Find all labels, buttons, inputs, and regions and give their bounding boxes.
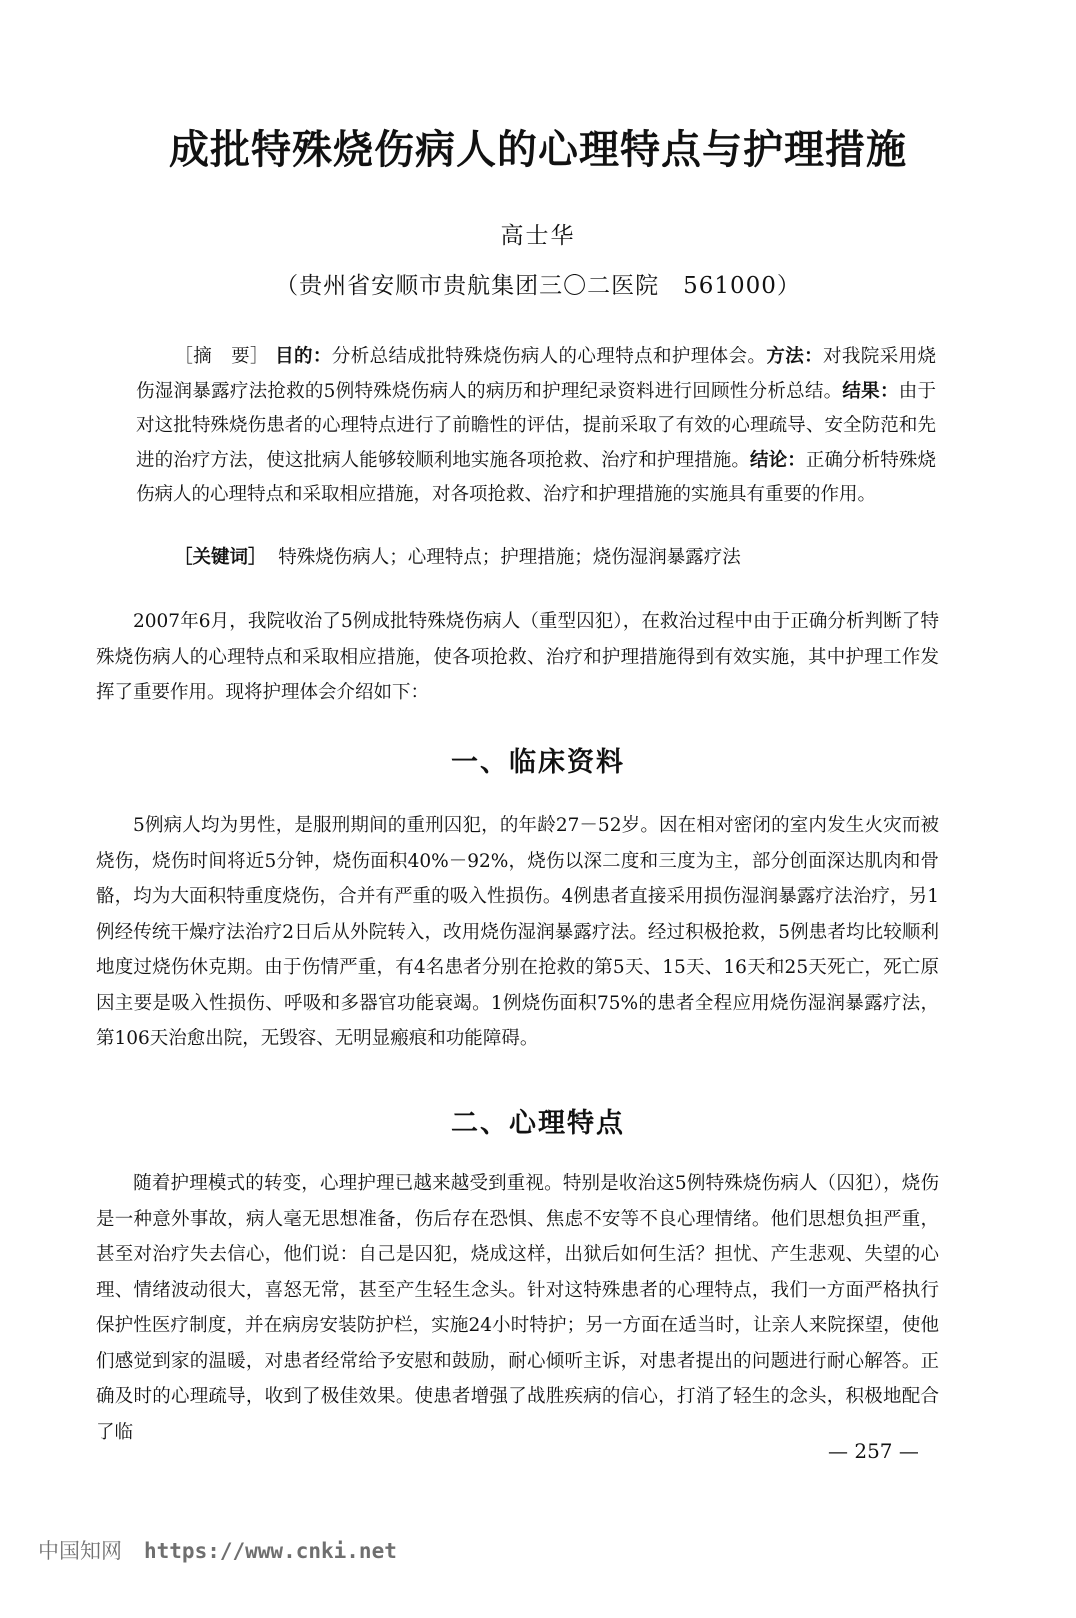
abstract-result: 由于对这批特殊烧伤患者的心理特点进行了前瞻性的评估，提前采取了有效的心理疏导、安全防范和先进的治疗方法，使这批病人能够较顺利地实施各项抢救、治疗和护理措施。	[136, 380, 936, 471]
section-body-psychology	[96, 1166, 939, 1450]
intro-paragraph	[96, 604, 939, 711]
footer-watermark	[38, 1535, 397, 1565]
footer-url[interactable]: https://www.cnki.net	[144, 1539, 397, 1563]
abstract-method: 对我院采用烧伤湿润暴露疗法抢救的5例特殊烧伤病人的病历和护理纪录资料进行回顾性分析总结。	[136, 346, 936, 402]
section-body-clinical	[96, 808, 939, 1057]
author-affiliation: （贵州省安顺市贵航集团三〇二医院 561000）	[275, 273, 801, 299]
keywords	[174, 543, 934, 569]
page-number: — 257 —	[828, 1439, 919, 1463]
article-title: 成批特殊烧伤病人的心理特点与护理措施	[169, 127, 907, 173]
footer-source: 中国知网	[38, 1539, 122, 1563]
keywords-label: ［关键词］	[174, 547, 267, 568]
section-heading-psychology: 二、心理特点	[451, 1108, 625, 1139]
abstract-conclusion: 正确分析特殊烧伤病人的心理特点和采取相应措施，对各项抢救、治疗和护理措施的实施具有重要的作用。	[136, 449, 936, 505]
psychology-text: 随着护理模式的转变，心理护理已越来越受到重视。特别是收治这5例特殊烧伤病人（囚犯），烧伤是一种意外事故，病人毫无思想准备，伤后存在恐惧、焦虑不安等不良心理情绪。他们思想负担严重，甚至对治疗失去信心，他们说：自己是囚犯，烧成这样，出狱后如何生活？担忧、产生悲观、失望的心理、情绪波动很大，喜怒无常，甚至产生轻生念头。针对这特殊患者的心理特点，我们一方面严格执行保护性医疗制度，并在病房安装防护栏，实施24小时特护；另一方面在适当时，让亲人来院探望，使他们感觉到家的温暖，对患者经常给予安慰和鼓励，耐心倾听主诉，对患者提出的问题进行耐心解答。正确及时的心理疏导，收到了极佳效果。使患者增强了战胜疾病的信心，打消了轻生的念头，积极地配合了临	[96, 1173, 939, 1443]
abstract-aim-label: 目的：	[275, 346, 332, 367]
abstract-aim: 分析总结成批特殊烧伤病人的心理特点和护理体会。	[331, 346, 767, 367]
section-heading-clinical: 一、临床资料	[451, 747, 625, 778]
author-name: 高士华	[500, 223, 576, 249]
abstract-conclusion-label: 结论：	[750, 449, 806, 471]
clinical-text: 5例病人均为男性，是服刑期间的重刑囚犯，的年龄27－52岁。因在相对密闭的室内发生火灾而被烧伤，烧伤时间将近5分钟，烧伤面积40%－92%，烧伤以深二度和三度为主，部分创面深达肌肉和骨骼，均为大面积特重度烧伤，合并有严重的吸入性损伤。4例患者直接采用损伤湿润暴露疗法治疗，另1例经传统干燥疗法治疗2日后从外院转入，改用烧伤湿润暴露疗法。经过积极抢救，5例患者均比较顺利地度过烧伤休克期。由于伤情严重，有4名患者分别在抢救的第5天、15天、16天和25天死亡，死亡原因主要是吸入性损伤、呼吸和多器官功能衰竭。1例烧伤面积75%的患者全程应用烧伤湿润暴露疗法，第106天治愈出院，无毁容、无明显瘢痕和功能障碍。	[96, 815, 939, 1049]
intro-text: 2007年6月，我院收治了5例成批特殊烧伤病人（重型囚犯），在救治过程中由于正确分析判断了特殊烧伤病人的心理特点和采取相应措施，使各项抢救、治疗和护理措施得到有效实施，其中护理工作发挥了重要作用。现将护理体会介绍如下：	[96, 611, 939, 703]
abstract	[136, 340, 936, 513]
abstract-result-label: 结果：	[842, 380, 899, 402]
abstract-label: ［摘 要］	[174, 346, 269, 367]
abstract-method-label: 方法：	[766, 346, 824, 367]
keywords-text: 特殊烧伤病人；心理特点；护理措施；烧伤湿润暴露疗法	[278, 547, 741, 568]
